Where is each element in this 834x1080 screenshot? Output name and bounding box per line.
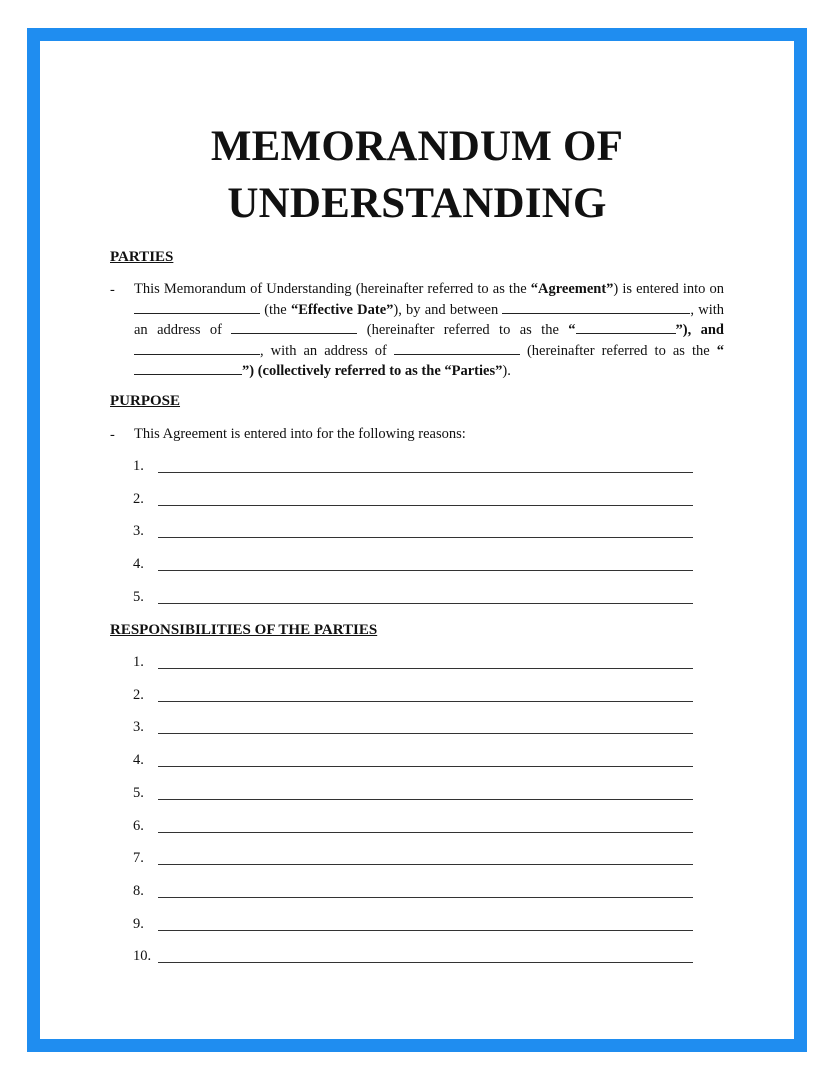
party-two-address-blank[interactable] — [394, 341, 520, 355]
party-two-name-blank[interactable] — [134, 341, 260, 355]
purpose-item-number: 4. — [133, 556, 144, 573]
title-line-2: UNDERSTANDING — [227, 180, 607, 227]
purpose-item-blank-line[interactable] — [158, 570, 693, 571]
purpose-item-number: 3. — [133, 523, 144, 540]
responsibility-item-number: 6. — [133, 817, 144, 834]
responsibility-item-number: 3. — [133, 719, 144, 736]
responsibility-item — [0, 784, 834, 804]
responsibility-item — [0, 686, 834, 706]
responsibility-item-blank-line[interactable] — [158, 766, 693, 767]
purpose-item-blank-line[interactable] — [158, 603, 693, 604]
purpose-item — [0, 490, 834, 510]
purpose-heading: PURPOSE — [110, 393, 181, 409]
responsibility-item-blank-line[interactable] — [158, 832, 693, 833]
purpose-intro: This Agreement is entered into for the following reasons: — [134, 426, 466, 442]
responsibility-item-number: 10. — [133, 948, 152, 965]
party-one-short-name-blank[interactable] — [576, 320, 676, 334]
purpose-bullet: - — [110, 427, 115, 443]
parties-paragraph: This Memorandum of Understanding (hereinafter referred to as the “Agreement”) is entered into on (the “Effective Date”), by and between , with an address of (hereinafter referred to as the “ ”), and , with an address of (hereinafter referred to as the “”) (collectively referred to as the “Parties”). — [134, 281, 725, 380]
responsibility-item — [0, 947, 834, 967]
responsibility-item — [0, 849, 834, 869]
purpose-item — [0, 457, 834, 477]
effective-date-term: “Effective Date” — [290, 301, 394, 318]
responsibility-item — [0, 882, 834, 902]
parties-heading: PARTIES — [110, 249, 174, 265]
responsibility-item — [0, 915, 834, 935]
responsibility-item-number: 8. — [133, 882, 144, 899]
effective-date-blank[interactable] — [134, 300, 260, 314]
purpose-item-blank-line[interactable] — [158, 505, 693, 506]
responsibility-item-number: 9. — [133, 915, 144, 932]
responsibility-item-number: 2. — [133, 686, 144, 703]
purpose-item-number: 5. — [133, 588, 144, 605]
purpose-item — [0, 555, 834, 575]
responsibility-item — [0, 817, 834, 837]
responsibility-item-blank-line[interactable] — [158, 701, 693, 702]
party-one-name-blank[interactable] — [502, 300, 690, 314]
responsibility-item — [0, 653, 834, 673]
document-title — [0, 118, 834, 232]
party-two-short-name-blank[interactable] — [134, 361, 242, 375]
responsibilities-heading: RESPONSIBILITIES OF THE PARTIES — [110, 622, 378, 638]
responsibility-item-number: 7. — [133, 850, 144, 867]
responsibility-item-number: 5. — [133, 784, 144, 801]
purpose-item-number: 1. — [133, 458, 144, 474]
responsibility-item — [0, 751, 834, 771]
purpose-item-blank-line[interactable] — [158, 472, 693, 473]
responsibility-item-blank-line[interactable] — [158, 897, 693, 898]
responsibility-item-blank-line[interactable] — [158, 864, 693, 865]
responsibility-item-number: 1. — [133, 654, 144, 670]
purpose-item-blank-line[interactable] — [158, 537, 693, 538]
parties-bullet: - — [110, 282, 115, 298]
agreement-term: “Agreement” — [530, 281, 614, 297]
responsibility-item-blank-line[interactable] — [158, 668, 693, 669]
purpose-item — [0, 522, 834, 542]
party-one-address-blank[interactable] — [231, 320, 357, 334]
parties-term: “Parties” — [444, 363, 503, 380]
purpose-item — [0, 588, 834, 608]
responsibility-item-blank-line[interactable] — [158, 799, 693, 800]
responsibility-item-number: 4. — [133, 752, 144, 769]
responsibility-item-blank-line[interactable] — [158, 733, 693, 734]
title-line-1: MEMORANDUM OF — [210, 123, 624, 170]
responsibility-item-blank-line[interactable] — [158, 962, 693, 963]
responsibility-item-blank-line[interactable] — [158, 930, 693, 931]
responsibility-item — [0, 718, 834, 738]
purpose-item-number: 2. — [133, 490, 144, 507]
